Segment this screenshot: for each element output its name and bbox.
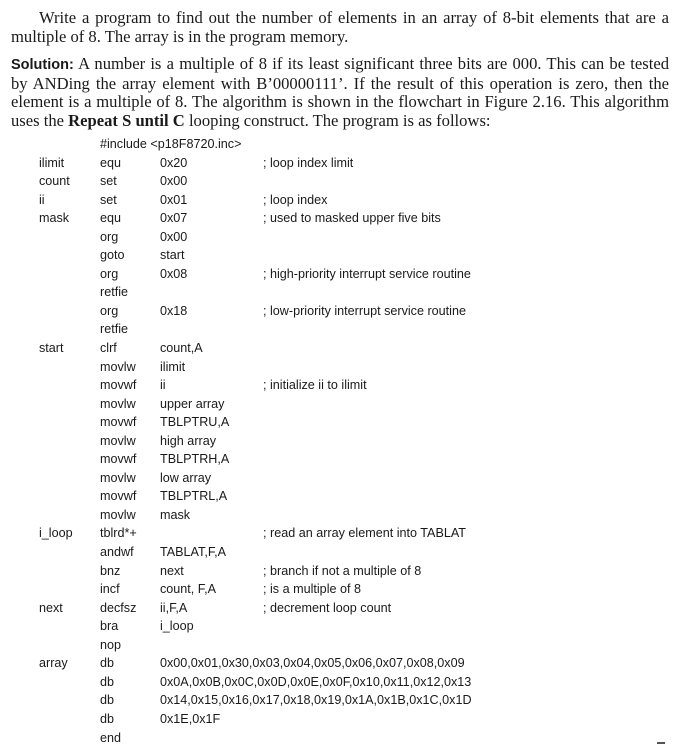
code-comment: ; read an array element into TABLAT xyxy=(263,524,466,543)
code-line xyxy=(0,450,677,469)
code-opcode: retfie xyxy=(100,283,128,302)
code-opcode: incf xyxy=(100,580,120,599)
code-opcode: movwf xyxy=(100,487,136,506)
code-line xyxy=(0,172,677,191)
code-opcode: nop xyxy=(100,636,121,655)
code-operand: TBLPTRL,A xyxy=(160,487,227,506)
code-opcode: org xyxy=(100,265,118,284)
code-line xyxy=(0,654,677,673)
code-line xyxy=(0,506,677,525)
code-operand: 0x00 xyxy=(160,172,187,191)
code-operand: upper array xyxy=(160,395,224,414)
code-opcode: db xyxy=(100,691,114,710)
code-line xyxy=(0,617,677,636)
code-line xyxy=(0,135,677,154)
code-line xyxy=(0,246,677,265)
code-line xyxy=(0,302,677,321)
code-operand: count,A xyxy=(160,339,203,358)
code-operand: ilimit xyxy=(160,358,185,377)
code-operand: start xyxy=(160,246,185,265)
code-opcode: movlw xyxy=(100,395,136,414)
code-label: array xyxy=(39,654,68,673)
code-operand: 0x14,0x15,0x16,0x17,0x18,0x19,0x1A,0x1B,0x1C,0x1D xyxy=(160,691,472,710)
code-opcode: #include <p18F8720.inc> xyxy=(100,135,241,154)
code-operand: 0x0A,0x0B,0x0C,0x0D,0x0E,0x0F,0x10,0x11,0x12,0x13 xyxy=(160,673,471,692)
code-label: start xyxy=(39,339,64,358)
code-line xyxy=(0,320,677,339)
code-operand: next xyxy=(160,562,184,581)
code-comment: ; is a multiple of 8 xyxy=(263,580,361,599)
code-opcode: org xyxy=(100,228,118,247)
code-operand: 0x18 xyxy=(160,302,187,321)
code-comment: ; used to masked upper five bits xyxy=(263,209,441,228)
code-label: i_loop xyxy=(39,524,73,543)
code-line xyxy=(0,562,677,581)
code-opcode: equ xyxy=(100,209,121,228)
looping-construct-name: Repeat S until C xyxy=(68,111,185,130)
code-operand: 0x08 xyxy=(160,265,187,284)
code-line xyxy=(0,265,677,284)
code-line xyxy=(0,209,677,228)
code-line xyxy=(0,487,677,506)
solution-text-part1: A number is a multiple of 8 if its least significant three bits are 000. This can be tested by ANDing the array element with B’00000111’. If the result of this operation is zero, then the element is a multiple of 8. The algorithm is shown in the flowchart in Figure 2.16. This algorithm uses the xyxy=(11,54,669,130)
code-label: next xyxy=(39,599,63,618)
code-opcode: decfsz xyxy=(100,599,136,618)
code-line xyxy=(0,283,677,302)
code-line xyxy=(0,154,677,173)
code-opcode: bnz xyxy=(100,562,120,581)
problem-statement: Write a program to find out the number of elements in an array of 8-bit elements that are a multiple of 8. The array is in the program memory. xyxy=(11,9,669,46)
solution-paragraph xyxy=(11,55,669,130)
code-opcode: movlw xyxy=(100,506,136,525)
code-line xyxy=(0,339,677,358)
code-line xyxy=(0,580,677,599)
code-comment: ; low-priority interrupt service routine xyxy=(263,302,466,321)
code-opcode: movlw xyxy=(100,469,136,488)
code-operand: TBLPTRU,A xyxy=(160,413,229,432)
code-operand: 0x00 xyxy=(160,228,187,247)
code-line xyxy=(0,413,677,432)
code-label: count xyxy=(39,172,70,191)
code-line xyxy=(0,691,677,710)
code-operand: ii,F,A xyxy=(160,599,187,618)
code-comment: ; initialize ii to ilimit xyxy=(263,376,367,395)
code-opcode: db xyxy=(100,673,114,692)
code-operand: ii xyxy=(160,376,166,395)
code-operand: mask xyxy=(160,506,190,525)
code-line xyxy=(0,599,677,618)
code-line xyxy=(0,376,677,395)
code-opcode: set xyxy=(100,191,117,210)
code-opcode: retfie xyxy=(100,320,128,339)
code-opcode: end xyxy=(100,729,121,747)
code-line xyxy=(0,358,677,377)
code-opcode: movwf xyxy=(100,450,136,469)
code-opcode: goto xyxy=(100,246,125,265)
code-operand: TABLAT,F,A xyxy=(160,543,226,562)
code-operand: high array xyxy=(160,432,216,451)
code-line xyxy=(0,524,677,543)
code-line xyxy=(0,395,677,414)
code-operand: 0x01 xyxy=(160,191,187,210)
code-opcode: andwf xyxy=(100,543,134,562)
code-operand: low array xyxy=(160,469,211,488)
code-opcode: movwf xyxy=(100,376,136,395)
code-label: ii xyxy=(39,191,45,210)
solution-text-part2: looping construct. The program is as follows: xyxy=(185,111,491,130)
code-line xyxy=(0,710,677,729)
code-operand: 0x07 xyxy=(160,209,187,228)
code-operand: 0x20 xyxy=(160,154,187,173)
code-label: mask xyxy=(39,209,69,228)
code-line xyxy=(0,636,677,655)
code-opcode: movlw xyxy=(100,432,136,451)
code-operand: 0x00,0x01,0x30,0x03,0x04,0x05,0x06,0x07,0x08,0x09 xyxy=(160,654,465,673)
code-opcode: set xyxy=(100,172,117,191)
code-label: ilimit xyxy=(39,154,64,173)
code-operand: 0x1E,0x1F xyxy=(160,710,220,729)
code-opcode: db xyxy=(100,710,114,729)
code-opcode: equ xyxy=(100,154,121,173)
code-opcode: clrf xyxy=(100,339,117,358)
code-line xyxy=(0,228,677,247)
code-line xyxy=(0,543,677,562)
code-opcode: movwf xyxy=(100,413,136,432)
solution-label: Solution: xyxy=(11,57,74,73)
code-line xyxy=(0,729,677,747)
code-line xyxy=(0,191,677,210)
code-opcode: bra xyxy=(100,617,118,636)
code-operand: count, F,A xyxy=(160,580,216,599)
page-corner-mark xyxy=(657,742,665,744)
code-line xyxy=(0,432,677,451)
assembly-code-listing xyxy=(0,135,677,747)
code-opcode: movlw xyxy=(100,358,136,377)
code-opcode: org xyxy=(100,302,118,321)
code-comment: ; loop index xyxy=(263,191,327,210)
code-opcode: db xyxy=(100,654,114,673)
code-comment: ; decrement loop count xyxy=(263,599,391,618)
code-operand: i_loop xyxy=(160,617,194,636)
code-line xyxy=(0,469,677,488)
code-opcode: tblrd*+ xyxy=(100,524,137,543)
code-line xyxy=(0,673,677,692)
code-comment: ; high-priority interrupt service routine xyxy=(263,265,471,284)
code-comment: ; loop index limit xyxy=(263,154,353,173)
code-operand: TBLPTRH,A xyxy=(160,450,229,469)
code-comment: ; branch if not a multiple of 8 xyxy=(263,562,421,581)
